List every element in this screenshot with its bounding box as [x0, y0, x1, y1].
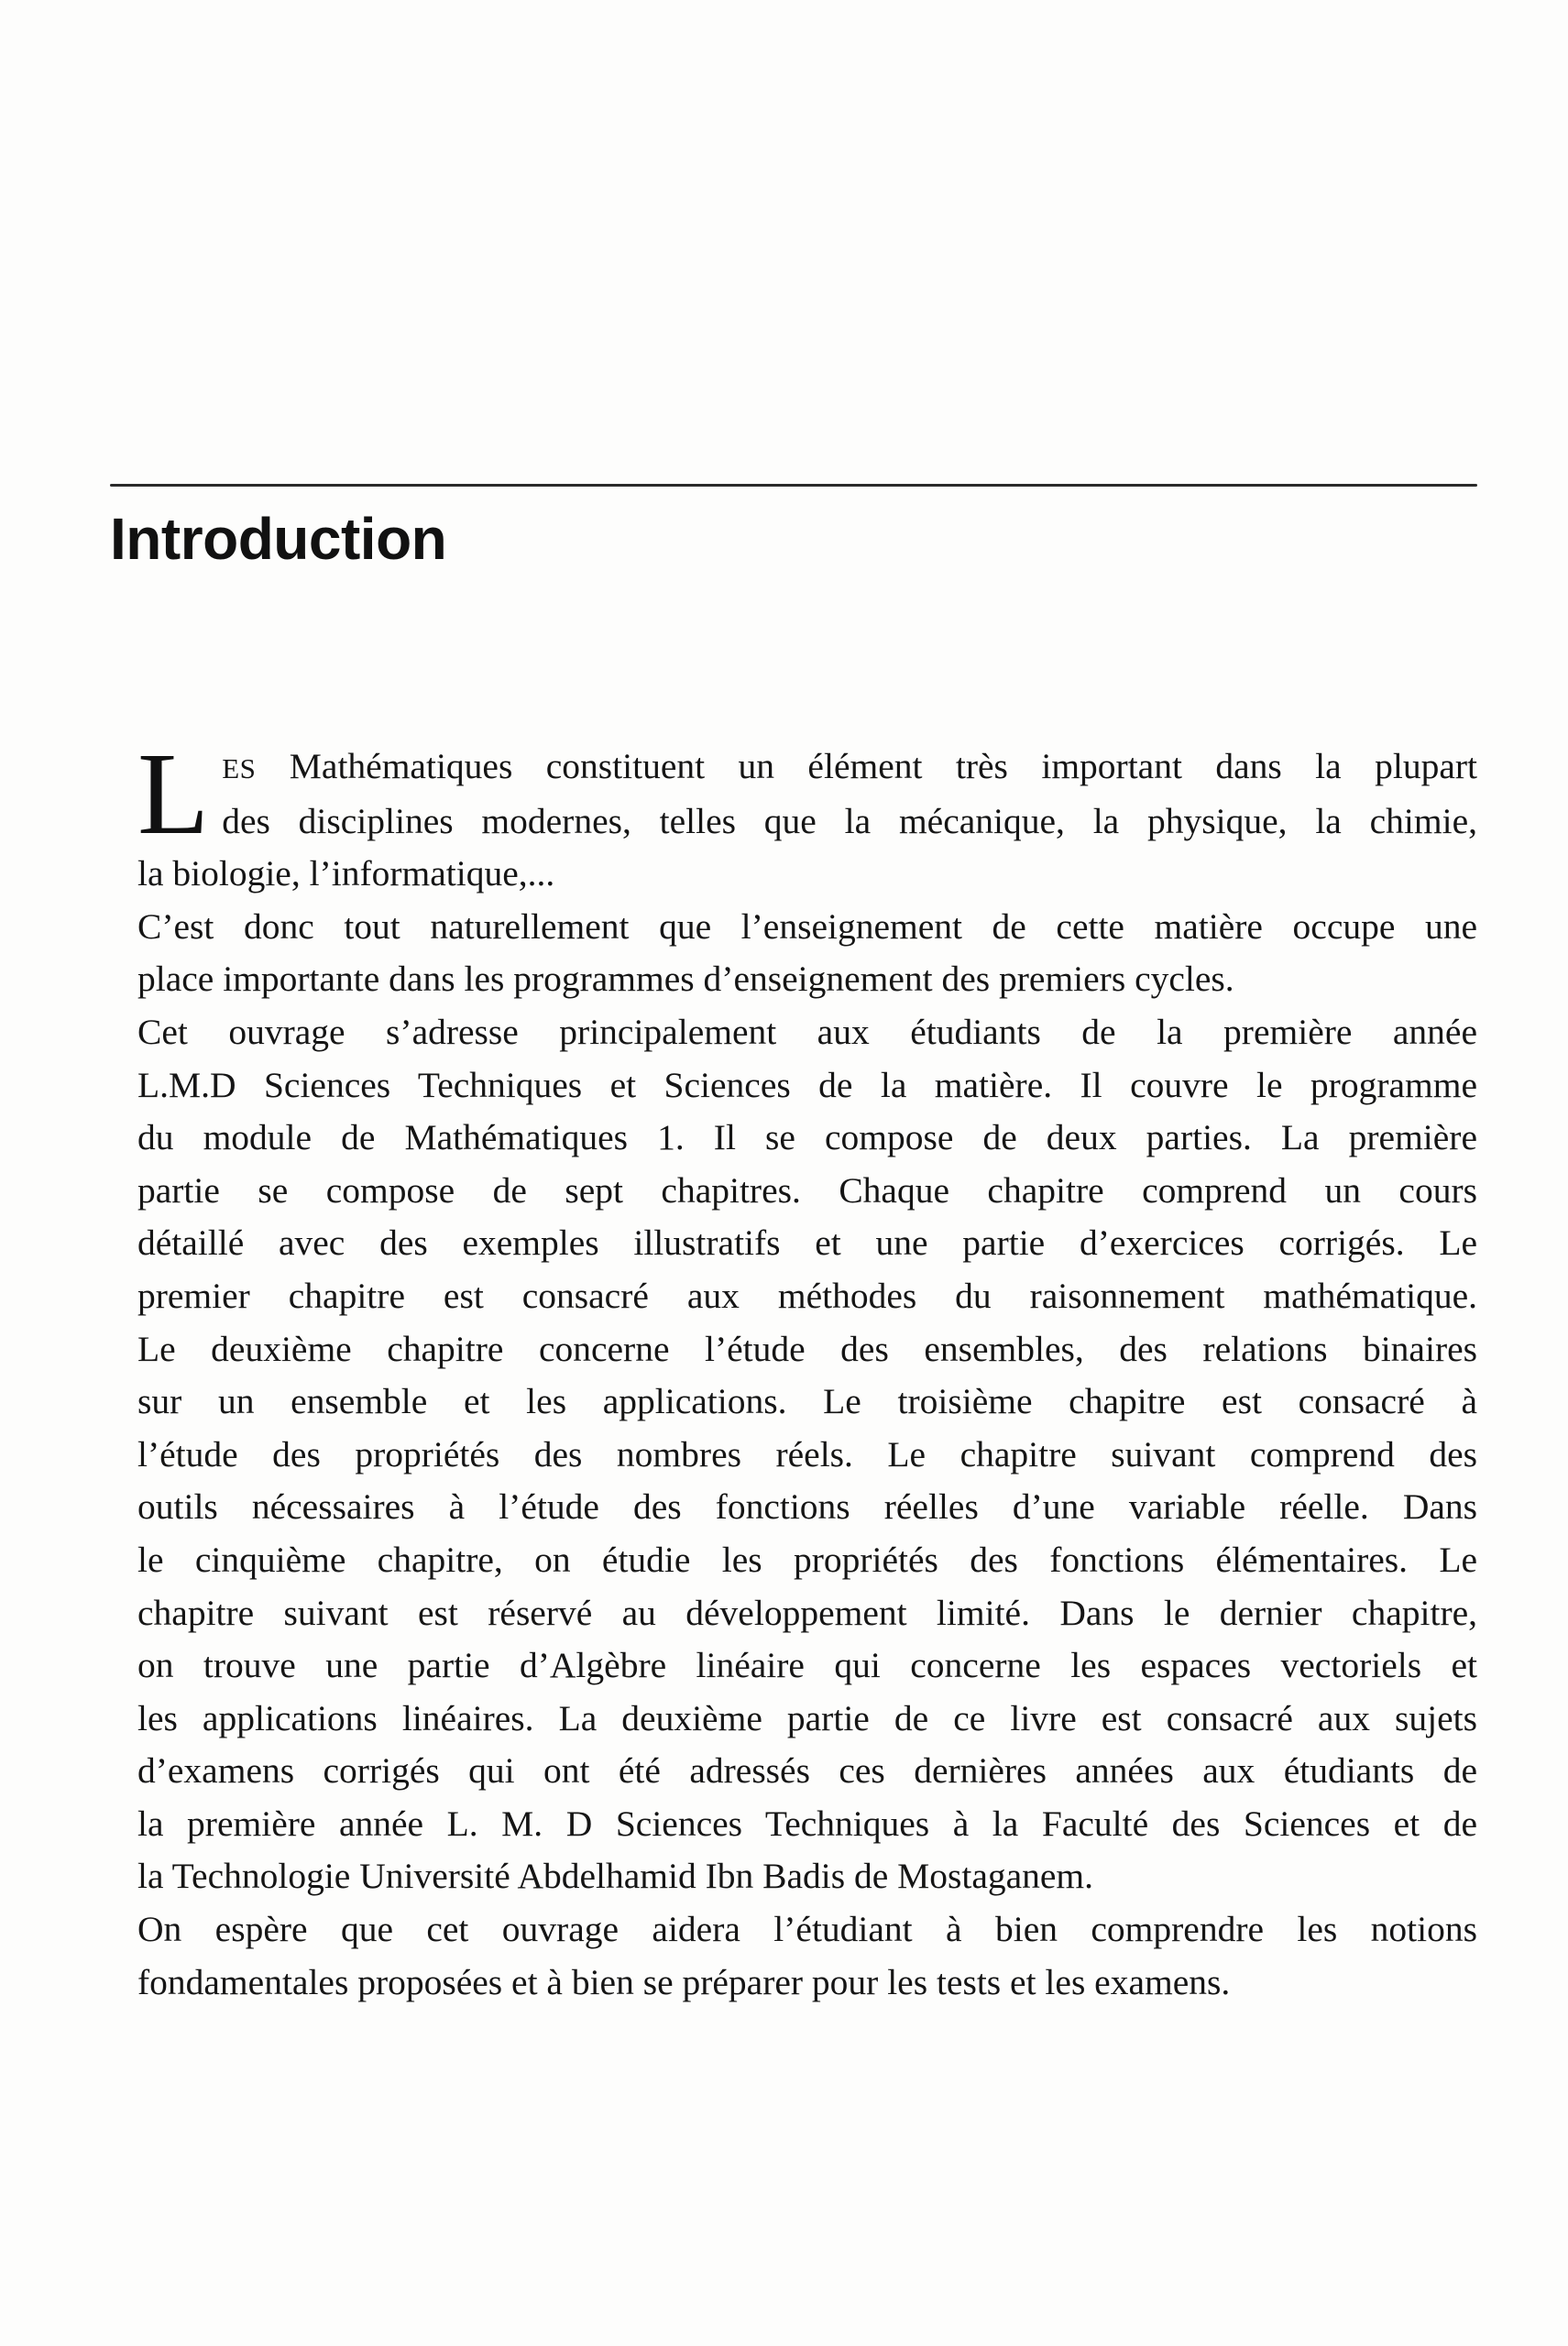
- header-rule: [110, 484, 1477, 487]
- text-line: partie se compose de sept chapitres. Chaque chapitre comprend un cours: [137, 1169, 1477, 1211]
- text-line: d’examens corrigés qui ont été adressés ces dernières années aux étudiants de: [137, 1750, 1477, 1792]
- text-line: la première année L. M. D Sciences Techniques à la Faculté des Sciences et de: [137, 1803, 1477, 1844]
- text-line: Cet ouvrage s’adresse principalement aux étudiants de la première année: [137, 1011, 1477, 1052]
- text-line: le cinquième chapitre, on étudie les propriétés des fonctions élémentaires. Le: [137, 1539, 1477, 1580]
- text-line: chapitre suivant est réservé au développement limité. Dans le dernier chapitre,: [137, 1592, 1477, 1633]
- text-line: outils nécessaires à l’étude des fonctions réelles d’une variable réelle. Dans: [137, 1486, 1477, 1528]
- text-line: On espère que cet ouvrage aidera l’étudiant à bien comprendre les notions: [137, 1909, 1477, 1950]
- text-line: on trouve une partie d’Algèbre linéaire qui concerne les espaces vectoriels et: [137, 1645, 1477, 1686]
- introduction-body: [137, 729, 1477, 2009]
- text-line: ES Mathématiques constituent un élément très important dans la plupart: [222, 746, 1477, 786]
- text-line: C’est donc tout naturellement que l’enseignement de cette matière occupe une: [137, 905, 1477, 947]
- text-line: L.M.D Sciences Techniques et Sciences de la matière. Il couvre le programme: [137, 1064, 1477, 1105]
- text-line: fondamentales proposées et à bien se préparer pour les tests et les examens.: [137, 1961, 1231, 2002]
- text-line: détaillé avec des exemples illustratifs et une partie d’exercices corrigés. Le: [137, 1222, 1477, 1264]
- text-line: Le deuxième chapitre concerne l’étude des ensembles, des relations binaires: [137, 1328, 1477, 1369]
- page-title: Introduction: [110, 506, 447, 572]
- text-line: du module de Mathématiques 1. Il se compose de deux parties. La première: [137, 1117, 1477, 1158]
- text-line: premier chapitre est consacré aux méthodes du raisonnement mathématique.: [137, 1275, 1477, 1316]
- text-line: la Technologie Université Abdelhamid Ibn Badis de Mostaganem.: [137, 1856, 1094, 1897]
- text-line: l’étude des propriétés des nombres réels. Le chapitre suivant comprend des: [137, 1433, 1477, 1474]
- first-word-smallcaps: ES: [222, 752, 257, 784]
- text-line: la biologie, l’informatique,...: [137, 853, 555, 894]
- text-line: place importante dans les programmes d’enseignement des premiers cycles.: [137, 959, 1234, 1000]
- text-line: les applications linéaires. La deuxième partie de ce livre est consacré aux sujets: [137, 1697, 1477, 1738]
- text-line: des disciplines modernes, telles que la mécanique, la physique, la chimie,: [222, 800, 1477, 841]
- text-line: sur un ensemble et les applications. Le troisième chapitre est consacré à: [137, 1381, 1477, 1422]
- drop-cap: L: [137, 729, 210, 859]
